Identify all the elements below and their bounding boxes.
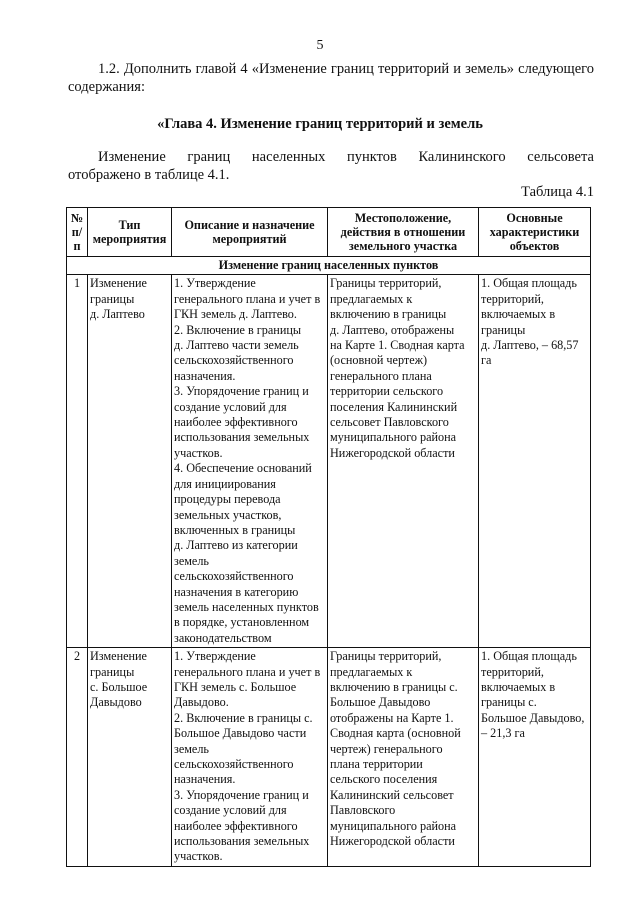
cell-line: Большое Давыдово части [174,726,307,741]
cell-line: назначения. [174,772,236,787]
cell-line: генерального плана [330,368,432,383]
cell-line: 4. Обеспечение оснований [174,461,312,476]
cell-line: ГКН земель д. Лаптево. [174,307,297,322]
cell-line: 3. Упорядочение границ и [174,787,309,802]
paragraph-word: Изменение [98,149,166,165]
cell-line: 1. Общая площадь [481,649,577,664]
cell-line: с. Большое [90,679,148,694]
cell-line: территорий, [481,291,544,306]
cell-line: муниципального района [330,818,457,833]
cell-line: законодательством [174,630,272,645]
cell-line: муниципального района [330,430,457,445]
header-type: Тип мероприятия [88,208,172,257]
cell-line: 1. Утверждение [174,276,256,291]
cell-line: д. Лаптево [90,307,145,322]
cell-line: территорий, [481,664,544,679]
cell-line: на Карте 1. Сводная карта [330,338,465,353]
page-number: 5 [316,38,324,53]
intro-paragraph [68,60,594,96]
paragraph-line-1 [68,148,594,166]
cell-line: 3. Упорядочение границ и [174,384,309,399]
cell-line: отображены на Карте 1. [330,710,454,725]
cell-num: 2 [67,648,88,867]
cell-line: земель [174,741,209,756]
cell-line: границы [90,664,135,679]
cell-line: предлагаемых к [330,664,413,679]
cell-line: Давыдово. [174,695,229,710]
cell-line: участков. [174,849,223,864]
cell-line: генерального плана и учет в [174,291,321,306]
cell-location [328,275,479,648]
cell-line: 2. Включение в границы [174,322,302,337]
table-row [67,648,591,867]
table-row [67,275,591,648]
paragraph-word: Калининского [418,149,506,165]
cell-line: Давыдово [90,695,142,710]
chapter-heading: «Глава 4. Изменение границ территорий и земель [157,116,483,132]
cell-line: границы [481,322,526,337]
cell-line: 2. Включение в границы с. [174,710,313,725]
cell-line: Границы территорий, [330,649,442,664]
cell-line: назначения. [174,368,236,383]
cell-line: включению в границы с. [330,679,458,694]
cell-type [88,275,172,648]
cell-line: территории сельского [330,384,444,399]
cell-line: плана территории [330,757,423,771]
cell-line: земель населенных пунктов [174,599,319,614]
table-caption: Таблица 4.1 [521,184,594,200]
header-num: № п/п [67,208,88,257]
cell-line: для инициирования [174,476,276,491]
cell-line: сельскохозяйственного [174,757,294,771]
cell-line: сельсовет Павловского [330,415,449,430]
cell-line: земельных участков, [174,507,282,522]
cell-line: сельскохозяйственного [174,569,294,584]
cell-line: поселения Калининский [330,399,458,414]
cell-line: Павловского [330,803,396,818]
cell-line: д. Лаптево, – 68,57 [481,338,579,353]
cell-type [88,648,172,867]
cell-line: сельскохозяйственного [174,353,294,368]
paragraph-word: границ [187,149,231,165]
cell-line: земель [174,553,209,568]
header-location: Местоположение, действия в отношении земельного участка [328,208,479,257]
body-paragraph [68,148,594,184]
cell-line: Границы территорий, [330,276,442,291]
cell-location [328,648,479,867]
paragraph-word: сельсовета [527,149,594,165]
cell-line: ГКН земель с. Большое [174,679,297,694]
cell-line: использования земельных [174,834,310,849]
cell-line: д. Лаптево, отображены [330,322,455,337]
cell-line: д. Лаптево части земель [174,338,299,353]
cell-line: 1. Утверждение [174,649,256,664]
cell-line: создание условий для [174,803,287,818]
cell-line: Нижегородской области [330,445,455,460]
table-header-row [67,208,591,257]
cell-line: чертеж) генерального [330,741,443,756]
cell-line: Калининский сельсовет [330,787,454,802]
cell-line: предлагаемых к [330,291,413,306]
section-row [67,257,591,275]
paragraph-word: пунктов [346,149,397,165]
cell-characteristics [479,648,591,867]
cell-line: наиболее эффективного [174,415,298,430]
cell-line: создание условий для [174,399,287,414]
cell-description [172,275,328,648]
cell-line: Сводная карта (основной [330,726,461,741]
cell-line: в порядке, установленном [174,615,310,630]
cell-line: границы [90,291,135,306]
cell-line: границы с. [481,695,537,710]
cell-line: процедуры перевода [174,492,281,507]
cell-line: сельского поселения [330,772,438,787]
cell-line: Изменение [90,276,147,291]
paragraph-line-2: отображено в таблице 4.1. [68,167,230,183]
cell-line: Нижегородской области [330,834,455,849]
cell-line: включению в границы [330,307,447,322]
cell-line: Большое Давыдово, [481,710,585,725]
cell-line: Изменение [90,649,147,664]
paragraph-word: населенных [251,149,326,165]
cell-line: включаемых в [481,679,556,694]
header-characteristics: Основные характеристики объектов [479,208,591,257]
cell-line: включенных в границы [174,522,296,537]
cell-description [172,648,328,867]
cell-num: 1 [67,275,88,648]
cell-line: (основной чертеж) [330,353,428,368]
cell-line: использования земельных [174,430,310,445]
intro-text: 1.2. Дополнить главой 4 «Изменение границ территорий и земель» следующего содержания: [68,61,594,95]
cell-line: генерального плана и учет в [174,664,321,679]
cell-line: включаемых в [481,307,556,322]
cell-line: Большое Давыдово [330,695,431,710]
measures-table [66,207,591,867]
section-title: Изменение границ населенных пунктов [67,257,591,275]
cell-characteristics [479,275,591,648]
cell-line: 1. Общая площадь [481,276,577,291]
cell-line: д. Лаптево из категории [174,538,298,553]
cell-line: назначения в категорию [174,584,299,599]
cell-line: га [481,353,492,368]
cell-line: наиболее эффективного [174,818,298,833]
cell-line: – 21,3 га [481,726,525,741]
header-description: Описание и назначение мероприятий [172,208,328,257]
cell-line: участков. [174,445,223,460]
